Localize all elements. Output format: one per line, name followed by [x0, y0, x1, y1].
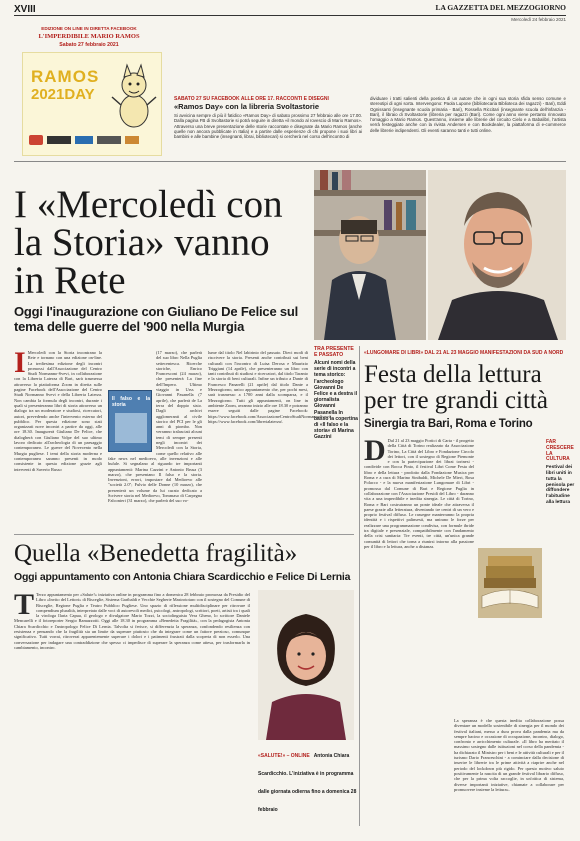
ramos-kicker: EDIZIONE ON LINE IN DIRETTA FACEBOOK	[41, 26, 137, 31]
woman-portrait-icon	[258, 590, 354, 740]
article3-photo-caption-text: Antonia Chiara Scardicchio. L'iniziativa è in programma dalle giornata odierna fino a domenica 28 febbraio	[258, 753, 357, 813]
article3-body-text: Terzo appuntamento per «Salute!» iniziativa online in programma fino a domenica 28 febbraio promossa da Presidio del Libro «Invito del Lettori» di Bisceglie, Sistema Garibaldi e Vecchie Segherie Mastrototaro con il sostegno del Comune di Bisceglie, Regione Puglia e Teatro Pubblico Pugliese. Uno spazio di riflessione multidisciplinare per ritrovare il compendium pluralità, interpretato dalle voci di autorevoli medici, psicologi, antropologi, scrittori, poeti, artisti tra i quali la virologa Ilaria Capua, il geologo e divulgatore Mario Tozzi, la sociolinguista Vera Gheno, lo scrittore Daniele Mencarelli e il fotoreporter Sergio Ramazzotti. Oggi alle 18.30 in programma «Benedetta Fragilità», con la pedagogista Antonia Chiara Scardicchio e l'antropologo Felice Di Lernia. Talvolta si ferisce, si differenzia la speranza, confondendo resilienza con resistenza e pensando che la fragilità sia un limite da superare piuttosto che da integrare come un fattore prezioso, comunque significativo. Tutti vorrai, ritroverai apparentemente superare i dolori e i patimenti frustrati dalla scoperta di non esserlo. Una conversazione per indagare una contraddizione che spesso ci impedisce di superare la speranza come attesa, per trasformarla in cambiamento, incontro.	[14, 592, 250, 650]
article3-headline: Quella «Benedetta fragilità»	[14, 540, 298, 567]
bookshelf-portrait-icon	[314, 170, 426, 340]
article1-col1	[14, 346, 102, 472]
ramos-tag: SABATO 27 SU FACEBOOK ALLE ORE 17. RACCONTI E DISEGNI	[174, 96, 329, 102]
photo-giuliano-de-felice	[314, 170, 426, 340]
article2-headline: Festa della lettura per tre grandi città	[364, 361, 548, 414]
ramos-body-col2: dividuare i tratti salienti della poetica di un autore che in ogni sua storia sfida senso comune e stereotipi di ogni sorta. Intervengono: Paola Lupone (bibliotecaria Biblioteca dei ragazzi) - Bari), Eddi Ognissanti (insegnante scuola primaria - Bari), Rossella Riccitari (insegnante scuola dell'infanzia - Bari), il libraio di Svoltastorie (libreria per ragazzi (Bari). Come ogni anno viene pertanto rinnovato l'omaggio a Mario Ramos. Quest'anno, insieme alle librerie del circuito Cielo e a Babalibri, l'artista verrà festeggiato anche con la rivista Andersen e con Bookdealer, la piattaforma di e-commerce delle librerie indipendenti. Gli eventi saranno tanti e tutti online.	[370, 96, 566, 133]
page-number: XVIII	[14, 4, 36, 15]
article2-dropcap: D	[364, 434, 386, 467]
section-divider	[14, 534, 354, 535]
article3-subhead: Oggi appuntamento con Antonia Chiara Scardicchio e Felice Di Lernia	[14, 571, 351, 583]
article1-col2-text: (17 marzo), che parlerà del suo libro Nella Puglia settecentesca. Ricerche storiche, Enrico Francesconi (24 marzo), che presenterà La fine dell'Impero. Ultimo viaggio in Urss e Giovanni Pasanella (7 aprile), che parlerà de La terra del doppio sisto. Dagli archivi agglomeranti al civile storico del PCI per le gli anni di piombo. Non verranno tralasciati alcuni temi di sempre presenti negli incontri dei Mercoledì con la Storia, come quello relativo alle fake news nel medioevo, alle invenzioni e alle bufale. Si segnalano al riguardo tre importanti appuntamenti: Marina Cazzini e Antonio Brusa (3 marzo), che presentano Il falso e la storia. Invenzioni, errori, impostare dal Medioevo alle "società 2.0"; Fulvio delle Donne (10 marzo), che presenterà un volume da lui curato dedicato a Scrivere storia nel Medioevo, Tommaso di Carpegna Falconieri (31 marzo), che parlerà del suo vo-	[108, 350, 202, 504]
article2-subhead: Sinergia tra Bari, Roma e Torino	[364, 418, 533, 430]
article2-sidebar-tag: FAR CRESCERE LA CULTURA	[546, 439, 574, 463]
article3-photo-caption	[258, 744, 358, 816]
ramos-date: Sabato 27 febbraio 2021	[59, 42, 119, 48]
sponsor-logo-1	[29, 135, 43, 145]
article1-sidebar-text: Alcuni nomi della serie di incontri a tema storico: l'archeologo Giovanni De Felice e a destra il giornalista Giovanni Pasanella In basso la copertina di «Il falso e la storia» di Marina Gazzini	[314, 360, 358, 441]
ramos-logo-text-1: RAMOS	[31, 67, 100, 86]
ramos-body-col1: Si avvicina sempre di più il fatidico «Ramos Day» di sabato prossimo 27 febbraio alle ore 17.00. Dalla pagina FB di Svoltastorie si potrà seguire in diretta «il mondo al rovescio di Mario Ramos». Attraverso una breve presentazione delle storie raccontate e disegnate da Mario Ramos (anche quelle non ancora pubblicate in Italia) e a partire dalle esperienze di chi propone i suoi libri ai bambini e alle bambine (insegnanti, librai, bibliotecari) si cercherà nel corso dell'incontro di	[174, 113, 362, 140]
article2-sidebar-text: Festival dei libri uniti in tutta la penisola per diffondere l'abitudine alla lettura	[546, 465, 575, 505]
ramos-headline: «Ramos Day» con la libreria Svoltastorie	[174, 102, 320, 111]
column-divider	[359, 346, 360, 826]
smiling-man-portrait-icon	[428, 170, 566, 340]
article2-col2: La speranza è che questa inedita collaborazione possa diventare un modello sostenibile di sinergia per il mondo dei festival italiani, messo a dura prova dalla pandemia ma da sempre bacino e occasione di occupazione, incontro, dialogo, confronto e arricchimento culturale. «Il libro ha meritato il massimo sostegno dalle istituzioni nel corso della pandemia - ha dichiarato il Ministro per i beni e le attività culturali e per il turismo Dario Franceschini - a cominciare dalla decisione di inserire le librerie tra le prime attività a riaprire anche nel periodo del lockdown più rigido. Per questo motivo saluto positivamente la nascita di un grande festival librario diffuso, che per la prima volta raccoglie, in un'ottica di sistema, diverse importanti iniziative, chiamate a collaborare per promuovere insieme la lettura».	[454, 718, 564, 792]
article1-subhead: Oggi l'inaugurazione con Giuliano De Felice sul tema delle guerre del '900 nella Murgia	[14, 304, 299, 334]
article1-sidebar-tag: TRA PRESENTE E PASSATO	[314, 346, 354, 358]
article1-col1-text: Mercoledì con la Storia incontrano la Rete e tornano con una edizione on-line. La trediesima edizione degli incontri promossi dall'Associazione del Centro Studi Normanno-Svevi, in collaborazione con la Libreria Laterza di Bari, sarà trasmessa attraverso la piattaforma Zoom in diretta sulle pagine Facebook dell'Associazione del Centro Studi Normanno Svevi e della Libreria Laterza. Non cambia la formula degli incontri, durante i quali si presenteranno libri di storia attraverso un dialogo tra un moderatore e studiosi, ricercatori, autori, prevedendo anche l'intervento esterno del pubblico. Per questa edizione sono stati organizzati nove incontri a partire da oggi, alle ore 18.30. Inaugurerà Giuliano De Felice, che dialogherà con Giuliano Volpe del suo ultimo lavoro dedicato all'archeologia di un paesaggio contemporaneo. Le guerre del Novecento nella Murgia pugliese. I temi della storia moderna e contemporanea saranno presenti in modo consistente in questa edizione grazie agli interventi di Saverio Russo	[14, 350, 102, 472]
article1-col2	[108, 350, 202, 504]
article2-col1	[364, 434, 542, 620]
wolf-illustration-icon	[109, 61, 159, 131]
ramos-box	[14, 22, 566, 162]
article2-col1-text: Dal 21 al 23 maggio Portici di Carta - il progetto della Città di Torino realizzato da Associazione Torino, La Città del Libro e Fondazione Circolo dei lettori, con il sostegno di Regione Piemonte e con la partecipazione dei librai torinesi - condivide con Rocca Pinto, il festival Libri Come Festa del libro e della lettura - prodotto dalla Fondazione Musica per Roma e a cura di Marino Sinibaldi, Michele De Mieri, Rosa Polacco - e la nuova manifestazione Lungomare di Libri - promossa dal Comune di Bari e Regione Puglia in collaborazione con l'Associazione Presidi del Libro - daranno vita a una imperdibile e inedita sinergia. Le città di Torino, Roma e Bari costruiranno un ponte ideale che attraversa il paese grazie alla letteratura, diventando tre centri di un vero e proprio festival diffuso. Le rassegne manterranno la propria identità e i rispettivi palinsesti, ma unirano le forze per realizzare una programmazione condivisa, con formule ibride tra digitale e presenziale, compatibilmente con l'andamento della crisi sanitaria: Tre eventi, tre città, un'unica grande comunità di lettori che torna a riunirsi intorno alla passione per il libro e la lettura, anche a distanza.	[364, 438, 474, 549]
book-cover-title: Il falso e la storia	[112, 396, 150, 408]
sponsor-logo-5	[125, 136, 139, 144]
sponsor-logo-3	[75, 136, 93, 144]
article2-sidebar	[546, 440, 576, 506]
ramos-logo-text-2: 2021DAY	[31, 86, 95, 103]
article3-body	[14, 588, 250, 650]
book-cover-il-falso	[108, 390, 152, 452]
article1-col3: lume dal titolo Nel labirinto del passato. Dieci modi di riscrivere la storia. Presenti anche contributi sui beni culturali con l'incontro di Luisa Derosa e Maurizio Triggiani (14 aprile), che presenteranno un libro con tanti contributi di studiosi e ricercatori, dal titolo Taranto e la storia di beni culturali. Infine un tributo a Dante di Francesco Panarelli (21 aprile) dal titolo Dante a Mezzogiorno, unico appuntamento che, per pochi mesi, sarà trasmesso a 1700 anni dalla scomparsa, e il Mezzogiorno. Tutti gli appuntamenti, on line in ambiente Zoom, avranno inizio alle ore 18.30 e potranno essere seguiti dalle pagine Facebook: https://www.facebook.com/AssociazioneCentroStudiNormannoSvevi/, https://www.facebook.com/librerialaterza/.	[208, 350, 333, 424]
open-book-photo	[478, 548, 542, 618]
book-cover-art	[115, 413, 147, 443]
ramos-title: L'IMPERDIBILE MARIO RAMOS	[38, 33, 140, 40]
article3-photo-tag: «SALUTE!» – ONLINE	[258, 753, 310, 759]
sponsor-logo-4	[97, 136, 121, 144]
article1-headline: I «Mercoledì con la Storia» vanno in Rete	[14, 183, 283, 302]
ramos-logo	[22, 52, 162, 156]
article1-sidebar	[314, 346, 358, 441]
header-date: Mercoledì 24 febbraio 2021	[511, 17, 566, 22]
sponsor-logo-2	[47, 136, 71, 144]
open-book-icon	[478, 548, 542, 618]
photo-antonia-scardicchio	[258, 590, 354, 740]
sponsor-logos	[29, 133, 157, 147]
page-header	[14, 4, 566, 16]
photo-giovanni-pasanella	[428, 170, 566, 340]
article2-tag: «LUNGOMARE DI LIBRI» DAL 21 AL 23 MAGGIO MANIFESTAZIONI DA SUD A NORD	[364, 350, 564, 356]
article3-dropcap: T	[14, 588, 35, 621]
article1-dropcap: I	[14, 346, 26, 379]
newspaper-name: LA GAZZETTA DEL MEZZOGIORNO	[435, 3, 566, 12]
